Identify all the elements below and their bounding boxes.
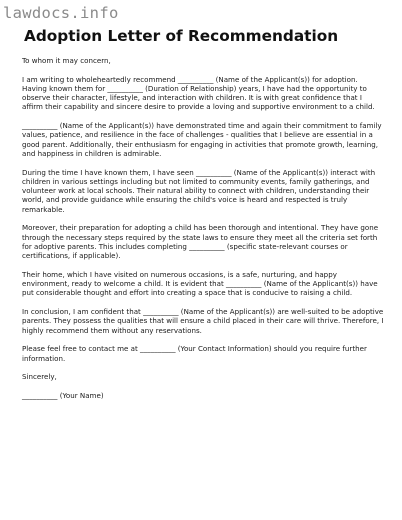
signature-line: __________ (Your Name) — [22, 390, 104, 400]
salutation: To whom it may concern, — [22, 56, 111, 65]
closing: Sincerely, — [22, 372, 57, 382]
paragraph-home: Their home, which I have visited on numerous occasions, is a safe, nurturing, and happy environment, ready to welcome a child. It is evident that __________ (Name of the Applicant(s)) have put considerable thought and effort into creating a space that is conducive to raising a child. — [22, 269, 378, 298]
paragraph-conclusion: In conclusion, I am confident that __________ (Name of the Applicant(s)) are well-suited to be adoptive parents. They possess the qualities that will ensure a child placed in their care will thrive. Therefore, I highly recommend them without any reservations. — [22, 307, 384, 335]
letter-body — [22, 56, 384, 409]
paragraph-interaction: During the time I have known them, I have seen __________ (Name of the Applicant(s)) interact with children in various settings including but not limited to community events, family gatherings, and volunteer work at local schools. Their natural ability to connect with children, understanding their world, and provide guidance while ensuring the child's voice is heard and respected is truly remarkable. — [22, 167, 376, 214]
letter-title: Adoption Letter of Recommendation — [24, 27, 339, 45]
paragraph-preparation: Moreover, their preparation for adopting a child has been thorough and intentional. They have gone through the necessary steps required by the state laws to ensure they meet all the criteria set forth for adoptive parents. This includes completing __________ (specific state-relevant courses or certifications, if applicable). — [22, 223, 379, 261]
paragraph-recommendation: I am writing to wholeheartedly recommend __________ (Name of the Applicant(s)) for adoption. Having known them for __________ (Duration of Relationship) years, I have had the opportunity to observe their character, lifestyle, and interaction with children. It is with great confidence that I affirm their capability and sincere desire to provide a loving and supportive environment to a child. — [22, 74, 375, 112]
paragraph-family-values: __________ (Name of the Applicant(s)) have demonstrated time and again their commitment to family values, patience, and resilience in the face of challenges - qualities that I believe are essential in a good parent. Additionally, their enthusiasm for engaging in activities that promote growth, learning, and happiness in children is admirable. — [22, 121, 382, 158]
paragraph-contact: Please feel free to contact me at __________ (Your Contact Information) should you require further information. — [22, 344, 367, 363]
site-watermark: lawdocs.info — [3, 4, 119, 22]
